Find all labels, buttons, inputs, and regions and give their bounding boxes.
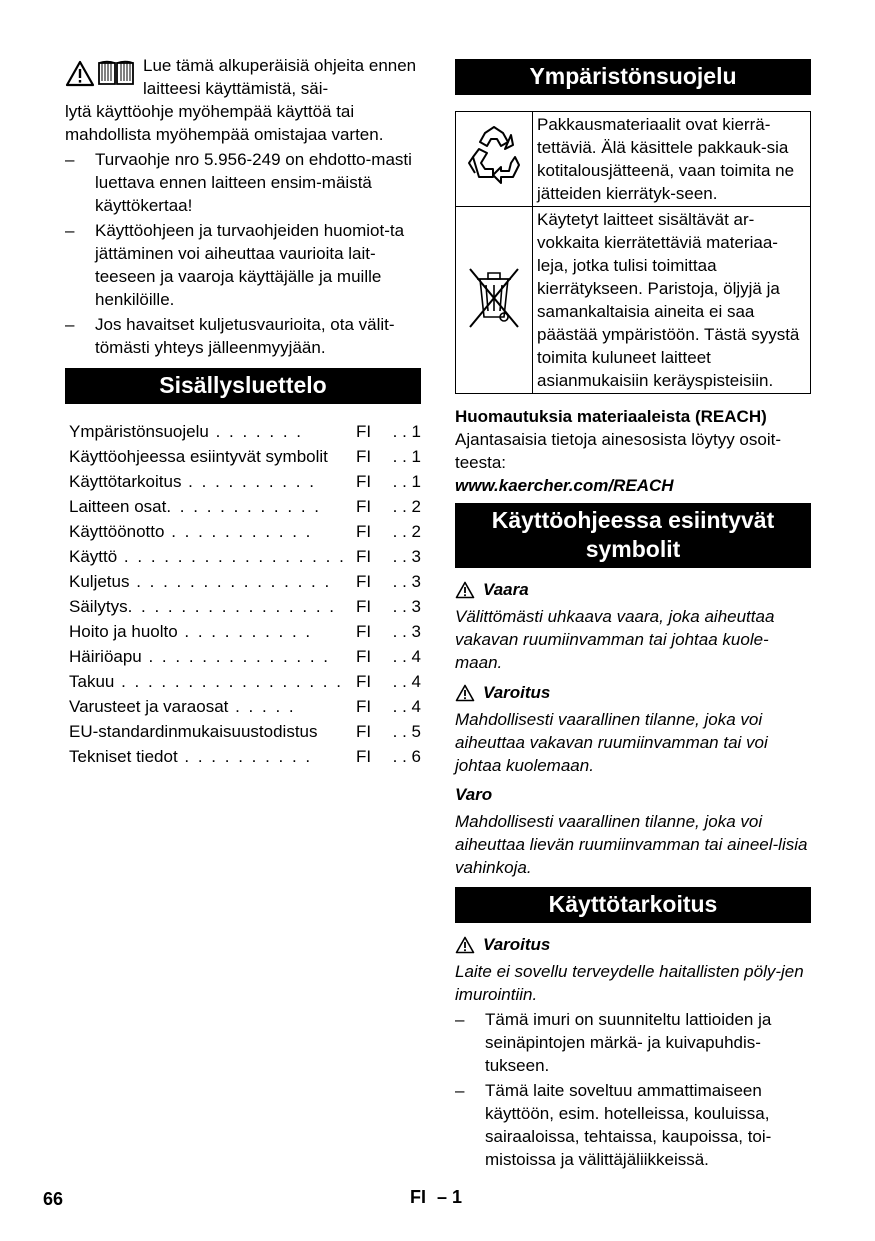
toc-title: EU-standardinmukaisuustodistus [69,722,318,741]
caution-text: Mahdollisesti vaarallinen tilanne, joka voi aiheuttaa lievän ruumiinvamman tai aineel-lisia vahinkoja. [455,812,808,877]
toc-page: . . 3 [392,547,421,566]
toc-title: Ympäristönsuojelu [69,422,209,441]
toc-row[interactable] [65,444,421,469]
toc-lang: FI [356,722,372,741]
table-row [456,112,811,207]
toc-row[interactable] [65,719,421,744]
table-of-contents [65,419,421,769]
toc-leader: . . . . . . . . . . . . [166,497,321,516]
section-page: – 1 [437,1187,463,1207]
environment-table [455,111,811,394]
toc-leader: . . . . . . . . . . . . . . . . [127,597,336,616]
toc-page: . . 2 [392,497,421,516]
toc-lang: FI [356,522,372,541]
toc-page: . . 4 [392,647,421,666]
toc-row[interactable] [65,594,421,619]
toc-leader: . . . . . . . . . . . . . . . . . [114,672,343,691]
toc-title: Käyttöohjeessa esiintyvät symbolit [69,447,328,466]
toc-row[interactable] [65,544,421,569]
lang-code: FI [410,1187,426,1207]
toc-leader: . . . . . [228,697,296,716]
toc-lang: FI [356,672,372,691]
toc-row[interactable] [65,669,421,694]
recycling-icon [461,123,527,189]
toc-leader: . . . . . . . [208,422,303,441]
toc-leader: . . . . . . . . . . . . . . [141,647,331,666]
purpose-heading: Käyttötarkoitus [455,887,811,923]
toc-page: . . 4 [392,672,421,691]
list-item: – Turvaohje nro 5.956-249 on ehdotto-masti luettava ennen laitteen ensim-mäistä käyttökertaa! [65,148,421,217]
intro-list [65,148,421,359]
toc-lang: FI [356,547,372,566]
reach-text: Ajantasaisia tietoja ainesosista löytyy osoit-teesta: [455,430,781,472]
toc-row[interactable] [65,694,421,719]
environment-heading: Ympäristönsuojelu [455,59,811,95]
toc-page: . . 4 [392,697,421,716]
toc-title: Säilytys [69,597,128,616]
purpose-warning-heading [455,933,811,956]
toc-page: . . 3 [392,597,421,616]
environment-text: Käytetyt laitteet sisältävät ar-vokkaita kierrätettäviä materiaa-leja, jotka tulisi toimittaa kierrätykseen. Paristoja, öljyjä ja samankaltaisia aineita ei saa päästää ympäristöön. Tästä syystä toimita kuluneet laitteet asianmukaisiin keräyspisteisiin. [533,207,811,394]
toc-row[interactable] [65,569,421,594]
toc-leader: . . . . . . . . . . [177,747,313,766]
reach-heading: Huomautuksia materiaaleista (REACH) [455,407,767,426]
purpose-warning-label: Varoitus [483,935,551,954]
toc-lang: FI [356,747,372,766]
toc-row[interactable] [65,494,421,519]
danger-label: Vaara [483,580,529,599]
caution-label: Varo [455,785,493,804]
environment-text: Pakkausmateriaalit ovat kierrä-tettäviä. Älä käsittele pakkauk-sia kotitalousjätteenä, vaan toimita ne jätteiden kierrätyk-seen. [533,112,811,207]
warning-text: Mahdollisesti vaarallinen tilanne, joka voi aiheuttaa vakavan ruumiinvamman tai voi johtaa kuolemaan. [455,710,768,775]
toc-title: Käyttöönotto [69,522,165,541]
toc-title: Hoito ja huolto [69,622,178,641]
intro-text: lytä käyttöohje myöhempää käyttöä tai mahdollista myöhempää omistajaa varten. [65,102,384,144]
toc-lang: FI [356,697,372,716]
toc-leader: . . . . . . . . . . . [164,522,313,541]
toc-lang: FI [356,422,372,441]
toc-title: Käyttö [69,547,118,566]
danger-heading [455,578,811,601]
toc-lang: FI [356,647,372,666]
toc-heading: Sisällysluettelo [65,368,421,404]
page-number: 66 [43,1189,64,1209]
icon-cell [456,112,533,207]
toc-lang: FI [356,472,372,491]
toc-page: . . 5 [392,722,421,741]
right-column [455,59,811,1171]
symbols-heading: Käyttöohjeessa esiintyvät symbolit [455,503,811,568]
toc-title: Kuljetus [69,572,130,591]
toc-page: . . 3 [392,572,421,591]
toc-lang: FI [356,572,372,591]
toc-row[interactable] [65,744,421,769]
toc-row[interactable] [65,419,421,444]
reach-link[interactable]: www.kaercher.com/REACH [455,476,674,495]
toc-title: Käyttötarkoitus [69,472,182,491]
toc-leader: . . . . . . . . . . [177,622,313,641]
toc-row[interactable] [65,644,421,669]
icon-cell [456,207,533,394]
toc-leader: . . . . . . . . . . . . . . . . . [117,547,346,566]
list-item: – Tämä laite soveltuu ammattimaiseen käyttöön, esim. hotelleissa, kouluissa, sairaaloissa, tehtaissa, kaupoissa, toi-mistoissa ja välittäjäliikkeissä. [455,1079,811,1171]
toc-title: Varusteet ja varaosat [69,697,229,716]
toc-lang: FI [356,597,372,616]
list-item: – Tämä imuri on suunniteltu lattioiden ja seinäpintojen märkä- ja kuivapuhdis-tukseen. [455,1008,811,1077]
toc-title: Häiriöapu [69,647,142,666]
page-code [410,1186,462,1209]
toc-row[interactable] [65,469,421,494]
warning-triangle-icon [455,684,475,702]
warning-label: Varoitus [483,683,551,702]
toc-page: . . 1 [392,422,421,441]
toc-lang: FI [356,497,372,516]
warning-triangle-icon [455,581,475,599]
list-item: – Käyttöohjeen ja turvaohjeiden huomiot-ta jättäminen voi aiheuttaa vaurioita lait-teeseen ja vaaroja käyttäjälle ja muille henkilöille. [65,219,421,311]
toc-page: . . 6 [392,747,421,766]
toc-page: . . 1 [392,447,421,466]
read-manual-book-icon [97,59,135,87]
intro-header [65,54,421,100]
toc-page: . . 2 [392,522,421,541]
list-item: – Jos havaitset kuljetusvaurioita, ota välit-tömästi yhteys jälleenmyyjään. [65,313,421,359]
purpose-list [455,1008,811,1171]
table-row [456,207,811,394]
toc-title: Tekniset tiedot [69,747,178,766]
toc-leader: . . . . . . . . . . [181,472,316,491]
intro-icons [65,59,135,87]
crossed-bin-icon [464,259,524,335]
toc-row[interactable] [65,519,421,544]
left-column [65,54,421,769]
toc-lang: FI [356,622,372,641]
danger-text: Välittömästi uhkaava vaara, joka aiheuttaa vakavan ruumiinvamman tai johtaa kuole-maan. [455,607,775,672]
toc-row[interactable] [65,619,421,644]
warning-triangle-icon [65,60,95,87]
toc-title: Takuu [69,672,115,691]
toc-lang: FI [356,447,372,466]
purpose-warning-text: Laite ei sovellu terveydelle haitallisten pöly-jen imurointiin. [455,962,804,1004]
warning-triangle-icon [455,936,475,954]
toc-page: . . 3 [392,622,421,641]
warning-heading [455,681,811,704]
toc-page: . . 1 [392,472,421,491]
intro-first-line: Lue tämä alkuperäisiä ohjeita ennen laitteesi käyttämistä, säi- [143,56,417,98]
toc-leader: . . . . . . . . . . . . . . . [129,572,332,591]
toc-title: Laitteen osat [69,497,167,516]
